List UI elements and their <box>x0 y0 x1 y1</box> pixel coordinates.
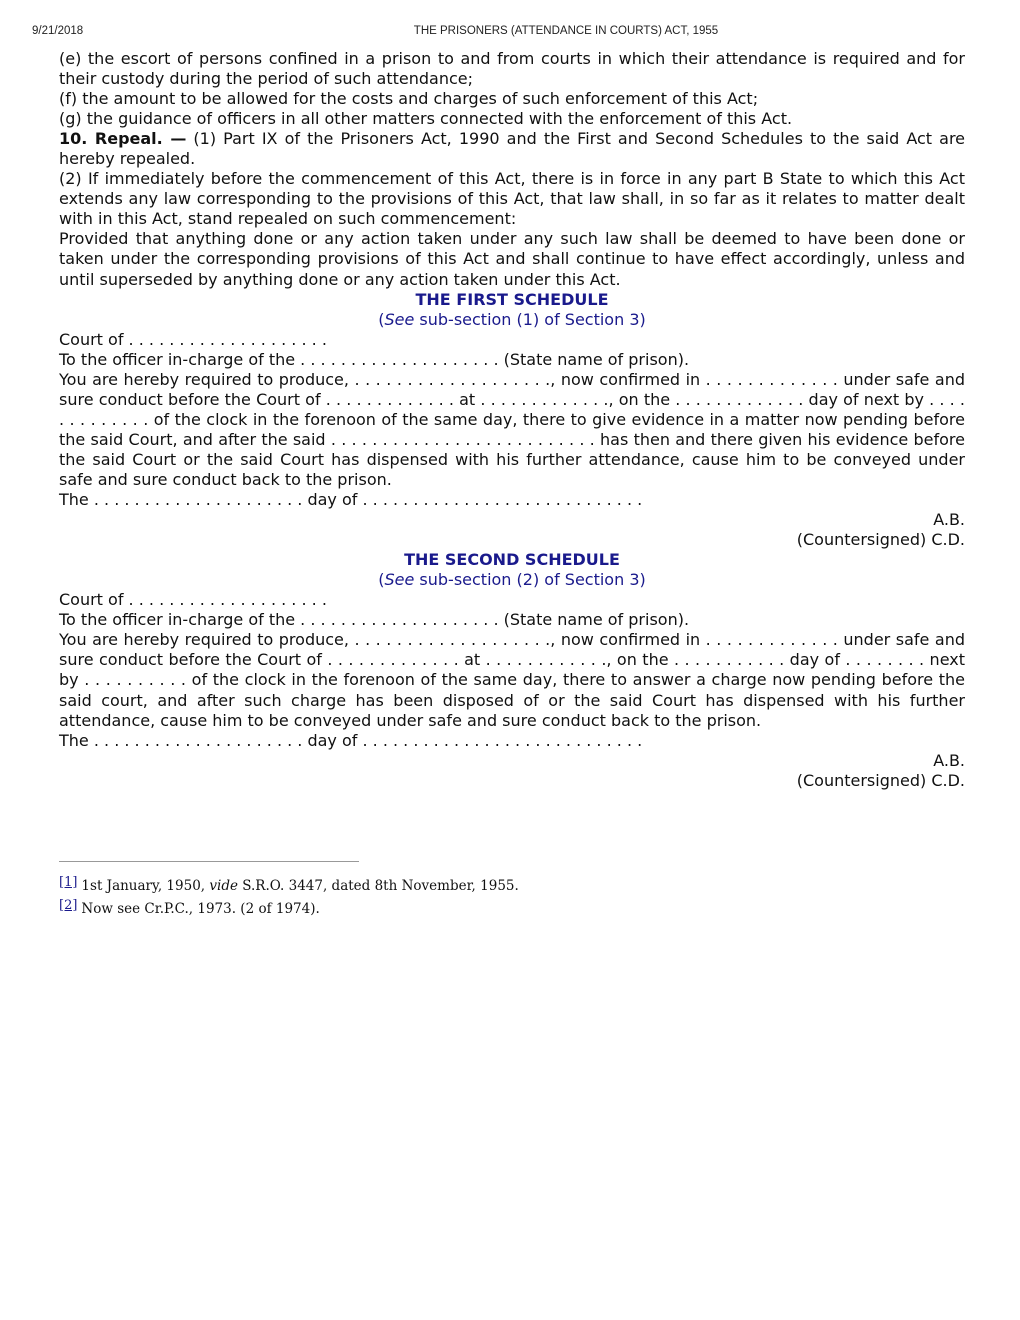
second-schedule-title: THE SECOND SCHEDULE <box>404 550 620 570</box>
second-schedule-body: You are hereby required to produce, . . . . . . . . . . . . . . . . . . ., now confirmed in . . . . . . . . . . . . . under safe and sure conduct before the Court of . . . . . . . . . . . . . at . . . . . . . . . . . ., on the . . . . . . . . . . . day of . . . . . . . . next by . . . . . . . . . . of the clock in the forenoon of the same day, there to answer a charge now pending before the said court, and after such charge has been disposed of or the said Court has dispensed with his further attendance, cause him to be conveyed under safe and sure conduct back to the prison. <box>59 630 965 730</box>
footnote-1-link[interactable]: [1] <box>59 875 78 890</box>
footnote-divider <box>59 861 359 862</box>
second-schedule-countersign: (Countersigned) C.D. <box>796 770 965 790</box>
first-schedule-date-line: The . . . . . . . . . . . . . . . . . . . . . day of . . . . . . . . . . . . . . . . . . . . . . . . . . . . <box>59 490 643 510</box>
second-schedule-signature: A.B. <box>933 750 965 770</box>
first-schedule-body: You are hereby required to produce, . . . . . . . . . . . . . . . . . . ., now confirmed in . . . . . . . . . . . . . under safe and sure conduct before the Court of . . . . . . . . . . . . . at . . . . . . . . . . . . ., on the . . . . . . . . . . . . . day of next by . . . . . . . . . . . . . of the clock in the forenoon of the same day, there to give evidence in a matter now pending before the said Court, and after the said . . . . . . . . . . . . . . . . . . . . . . . . . . has then and there given his evidence before the said Court or the said Court has dispensed with his further attendance, cause him to be conveyed under safe and sure conduct back to the prison. <box>59 369 965 489</box>
second-schedule-court-line: Court of . . . . . . . . . . . . . . . . . . . . <box>59 590 327 610</box>
footnote-2 <box>59 898 759 921</box>
first-schedule-officer-line: To the officer in-charge of the . . . . . . . . . . . . . . . . . . . . (State name of prison). <box>59 349 690 369</box>
first-schedule-signature: A.B. <box>933 510 965 530</box>
footnote-2-link[interactable]: [2] <box>59 898 78 913</box>
first-schedule-reference: (See sub-section (1) of Section 3) <box>378 309 646 329</box>
section-10-sub-1 <box>59 129 965 169</box>
second-schedule-see: See <box>384 570 415 590</box>
footnote-1-text-b: S.R.O. 3447, dated 8th November, 1955. <box>237 878 519 894</box>
print-date: 9/21/2018 <box>32 25 84 37</box>
first-schedule-court-line: Court of . . . . . . . . . . . . . . . . . . . . <box>59 329 327 349</box>
footnote-2-text: Now see Cr.P.C., 1973. (2 of 1974). <box>81 901 320 917</box>
act-content <box>59 49 965 791</box>
second-schedule-date-line: The . . . . . . . . . . . . . . . . . . . . . day of . . . . . . . . . . . . . . . . . . . . . . . . . . . . <box>59 730 643 750</box>
first-schedule-see: See <box>384 309 415 329</box>
first-schedule-ref-text: sub-section (1) of Section 3) <box>414 309 646 329</box>
print-header <box>0 25 1020 41</box>
second-schedule-reference: (See sub-section (2) of Section 3) <box>378 570 646 590</box>
section-10-heading: 10. Repeal. — <box>59 129 187 149</box>
footnotes <box>59 875 759 921</box>
footnote-1-text-a: 1st January, 1950, <box>81 878 210 894</box>
clause-f: (f) the amount to be allowed for the costs and charges of such enforcement of this Act; <box>59 89 759 109</box>
clause-e: (e) the escort of persons confined in a prison to and from courts in which their attendance is required and for their custody during the period of such attendance; <box>59 49 965 89</box>
footnote-1 <box>59 875 759 898</box>
first-schedule-title: THE FIRST SCHEDULE <box>415 289 609 309</box>
section-10-sub-2: (2) If immediately before the commencement of this Act, there is in force in any part B State to which this Act extends any law corresponding to the provisions of this Act, that law shall, in so far as it relates to matter dealt with in this Act, stand repealed on such commencement: <box>59 169 965 229</box>
footnote-1-vide: vide <box>209 878 238 894</box>
print-title: THE PRISONERS (ATTENDANCE IN COURTS) ACT, 1955 <box>413 25 719 37</box>
section-10-proviso: Provided that anything done or any action taken under any such law shall be deemed to have been done or taken under the corresponding provisions of this Act and shall continue to have effect accordingly, unless and until superseded by anything done or any action taken under this Act. <box>59 229 965 289</box>
second-schedule-officer-line: To the officer in-charge of the . . . . . . . . . . . . . . . . . . . . (State name of prison). <box>59 610 690 630</box>
clause-g: (g) the guidance of officers in all other matters connected with the enforcement of this Act. <box>59 109 793 129</box>
first-schedule-countersign: (Countersigned) C.D. <box>796 530 965 550</box>
second-schedule-ref-text: sub-section (2) of Section 3) <box>414 570 646 590</box>
section-10-sub-1-text: (1) Part IX of the Prisoners Act, 1990 and the First and Second Schedules to the said Act are hereby repealed. <box>59 129 966 169</box>
